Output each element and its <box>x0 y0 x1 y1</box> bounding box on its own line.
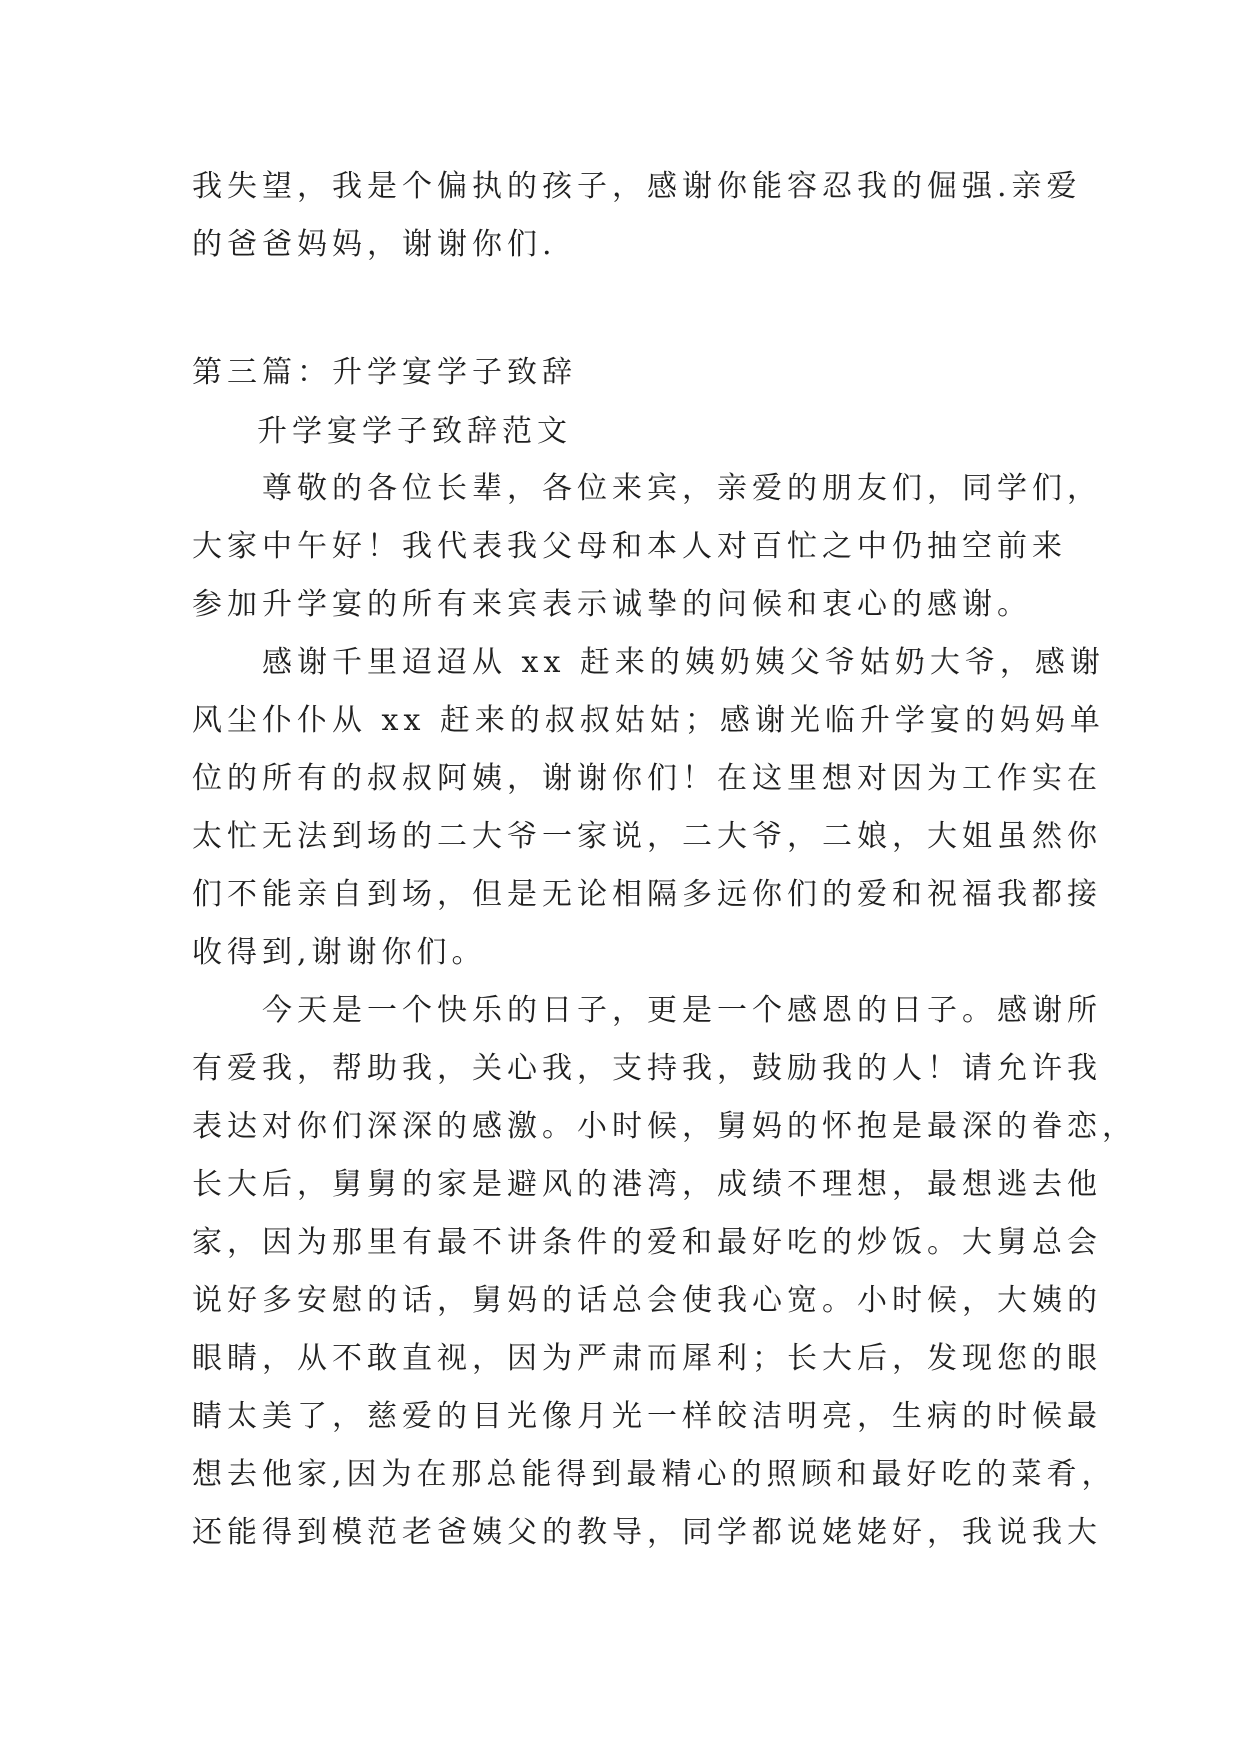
text-line: 们不能亲自到场，但是无论相隔多远你们的爱和祝福我都接 <box>192 877 1102 912</box>
text-line: 大家中午好！我代表我父母和本人对百忙之中仍抽空前来 <box>192 529 1067 564</box>
text-line: 尊敬的各位长辈，各位来宾，亲爱的朋友们，同学们， <box>192 471 1102 506</box>
text-line: 有爱我，帮助我，关心我，支持我，鼓励我的人！请允许我 <box>192 1051 1102 1086</box>
text-line: 参加升学宴的所有来宾表示诚挚的问候和衷心的感谢。 <box>192 587 1032 622</box>
section-subtitle-text: 升学宴学子致辞范文 <box>257 414 572 449</box>
text-line: 收得到,谢谢你们。 <box>192 935 487 970</box>
text-line: 长大后，舅舅的家是避风的港湾，成绩不理想，最想逃去他 <box>192 1167 1102 1202</box>
text-line: 家，因为那里有最不讲条件的爱和最好吃的炒饭。大舅总会 <box>192 1225 1102 1260</box>
text-line: 还能得到模范老爸姨父的教导，同学都说姥姥好，我说我大 <box>192 1515 1102 1550</box>
text-line: 表达对你们深深的感激。小时候，舅妈的怀抱是最深的眷恋， <box>192 1109 1137 1144</box>
speech-body <box>192 460 1137 1562</box>
text-line: 的爸爸妈妈，谢谢你们. <box>192 227 557 262</box>
text-line: 今天是一个快乐的日子，更是一个感恩的日子。感谢所 <box>192 993 1102 1028</box>
text-line: 太忙无法到场的二大爷一家说，二大爷，二娘，大姐虽然你 <box>192 819 1102 854</box>
section-subtitle <box>257 403 1117 461</box>
text-line: 睛太美了，慈爱的目光像月光一样皎洁明亮，生病的时候最 <box>192 1399 1102 1434</box>
previous-section-ending <box>192 158 1082 274</box>
text-line: 说好多安慰的话，舅妈的话总会使我心宽。小时候，大姨的 <box>192 1283 1102 1318</box>
text-line: 位的所有的叔叔阿姨，谢谢你们！在这里想对因为工作实在 <box>192 761 1102 796</box>
text-line: 眼睛，从不敢直视，因为严肃而犀利；长大后，发现您的眼 <box>192 1341 1102 1376</box>
text-line: 想去他家,因为在那总能得到最精心的照顾和最好吃的菜肴， <box>192 1457 1117 1492</box>
text-line: 风尘仆仆从 xx 赶来的叔叔姑姑；感谢光临升学宴的妈妈单 <box>192 703 1105 738</box>
text-line: 我失望，我是个偏执的孩子，感谢你能容忍我的倔强.亲爱 <box>192 169 1082 204</box>
section-heading-text: 第三篇：升学宴学子致辞 <box>192 355 577 390</box>
section-heading <box>192 344 1052 402</box>
text-line: 感谢千里迢迢从 xx 赶来的姨奶姨父爷姑奶大爷，感谢 <box>192 645 1105 680</box>
